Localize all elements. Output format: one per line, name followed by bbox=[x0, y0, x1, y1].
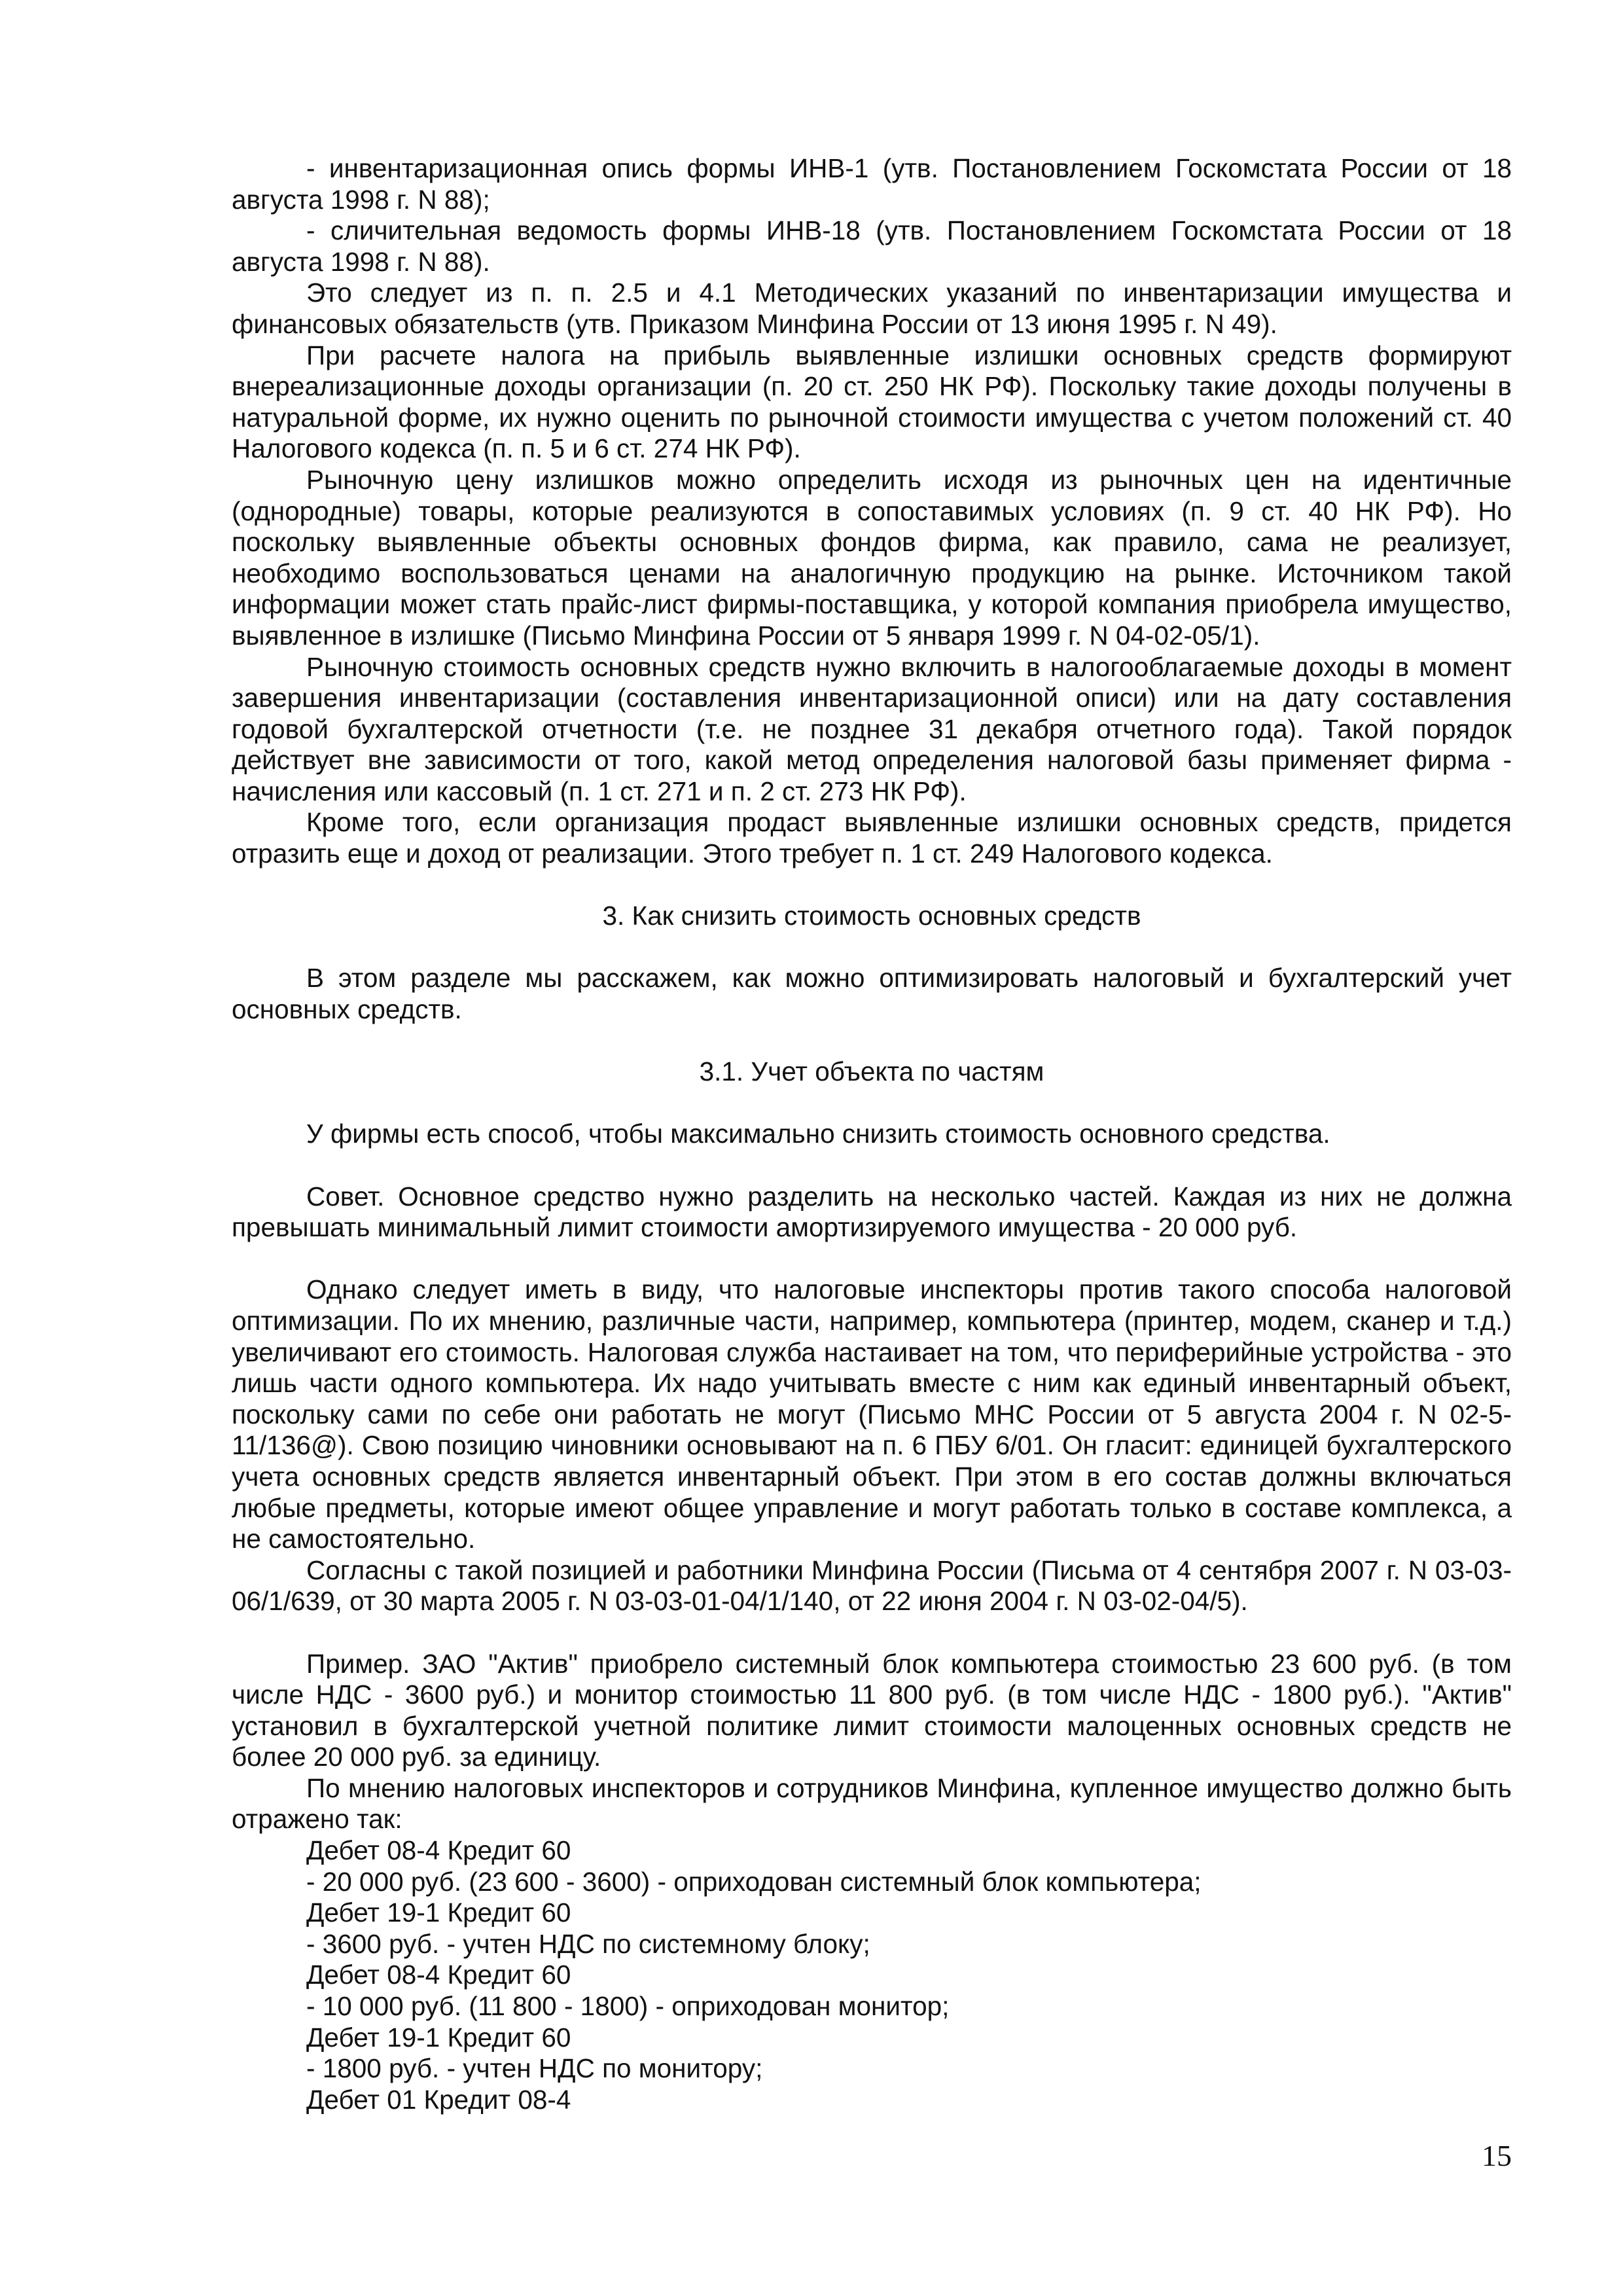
accounting-entry: - 20 000 руб. (23 600 - 3600) - оприходован системный блок компьютера; bbox=[306, 1866, 1202, 1897]
paragraph: - инвентаризационная опись формы ИНВ-1 (утв. Постановлением Госкомстата России от 18 августа 1998 г. N 88); bbox=[232, 153, 1512, 215]
spacer bbox=[232, 1617, 1512, 1649]
spacer bbox=[232, 1026, 1512, 1057]
accounting-entry: Дебет 19-1 Кредит 60 bbox=[306, 1897, 571, 1928]
paragraph: Кроме того, если организация продаст выявленные излишки основных средств, придется отразить еще и доход от реализации. Этого требует п. 1 ст. 249 Налогового кодекса. bbox=[232, 807, 1512, 869]
paragraph: - сличительная ведомость формы ИНВ-18 (утв. Постановлением Госкомстата России от 18 августа 1998 г. N 88). bbox=[232, 215, 1512, 277]
page-number: 15 bbox=[1482, 2139, 1512, 2172]
document-body bbox=[232, 153, 1512, 2115]
paragraph: В этом разделе мы расскажем, как можно оптимизировать налоговый и бухгалтерский учет основных средств. bbox=[232, 963, 1512, 1025]
example-paragraph: Пример. ЗАО "Актив" приобрело системный блок компьютера стоимостью 23 600 руб. (в том числе НДС - 3600 руб.) и монитор стоимостью 11 800 руб. (в том числе НДС - 1800 руб.). "Актив" установил в бухгалтерской учетной политике лимит стоимости малоценных основных средств не более 20 000 руб. за единицу. bbox=[232, 1648, 1512, 1772]
paragraph: По мнению налоговых инспекторов и сотрудников Минфина, купленное имущество должно быть отражено так: bbox=[232, 1772, 1512, 1835]
spacer bbox=[232, 1088, 1512, 1119]
paragraph: Однако следует иметь в виду, что налоговые инспекторы против такого способа налоговой оптимизации. По их мнению, различные части, например, компьютера (принтер, модем, сканер и т.д.) увеличивают его стоимость. Налоговая служба настаивает на том, что периферийные устройства - это лишь части одного компьютера. Их надо учитывать вместе с ним как единый инвентарный объект, поскольку сами по себе они работать не могут (Письмо МНС России от 5 августа 2004 г. N 02-5-11/136@). Свою позицию чиновники основывают на п. 6 ПБУ 6/01. Он гласит: единицей бухгалтерского учета основных средств является инвентарный объект. При этом в его состав должны включаться любые предметы, которые имеют общее управление и могут работать только в составе комплекса, а не самостоятельно. bbox=[232, 1274, 1512, 1554]
accounting-entry: Дебет 19-1 Кредит 60 bbox=[306, 2022, 571, 2053]
accounting-entry: Дебет 01 Кредит 08-4 bbox=[306, 2084, 571, 2115]
spacer bbox=[232, 870, 1512, 901]
spacer bbox=[232, 932, 1512, 963]
paragraph: Рыночную цену излишков можно определить исходя из рыночных цен на идентичные (однородные) товары, которые реализуются в сопоставимых условиях (п. 9 ст. 40 НК РФ). Но поскольку выявленные объекты основных фондов фирма, как правило, сама не реализует, необходимо воспользоваться ценами на аналогичную продукцию на рынке. Источником такой информации может стать прайс-лист фирмы-поставщика, у которой компания приобрела имущество, выявленное в излишке (Письмо Минфина России от 5 января 1999 г. N 04-02-05/1). bbox=[232, 464, 1512, 651]
subsection-heading: 3.1. Учет объекта по частям bbox=[699, 1056, 1044, 1087]
paragraph: Это следует из п. п. 2.5 и 4.1 Методических указаний по инвентаризации имущества и финансовых обязательств (утв. Приказом Минфина России от 13 июня 1995 г. N 49). bbox=[232, 278, 1512, 339]
accounting-entry: Дебет 08-4 Кредит 60 bbox=[306, 1960, 571, 1990]
paragraph: Рыночную стоимость основных средств нужно включить в налогооблагаемые доходы в момент завершения инвентаризации (составления инвентаризационной описи) или на дату составления годовой бухгалтерской отчетности (т.е. не позднее 31 декабря отчетного года). Такой порядок действует вне зависимости от того, какой метод определения налоговой базы применяет фирма - начисления или кассовый (п. 1 ст. 271 и п. 2 ст. 273 НК РФ). bbox=[232, 651, 1512, 806]
accounting-entry: - 3600 руб. - учтен НДС по системному блоку; bbox=[306, 1928, 870, 1959]
advice-paragraph: Совет. Основное средство нужно разделить на несколько частей. Каждая из них не должна превышать минимальный лимит стоимости амортизируемого имущества - 20 000 руб. bbox=[232, 1181, 1512, 1243]
accounting-entry: - 1800 руб. - учтен НДС по монитору; bbox=[306, 2053, 763, 2084]
accounting-entry: Дебет 08-4 Кредит 60 bbox=[306, 1835, 571, 1866]
spacer bbox=[232, 1150, 1512, 1181]
accounting-entry: - 10 000 руб. (11 800 - 1800) - оприходован монитор; bbox=[306, 1991, 950, 2022]
section-heading: 3. Как снизить стоимость основных средств bbox=[602, 901, 1141, 931]
paragraph: Согласны с такой позицией и работники Минфина России (Письма от 4 сентября 2007 г. N 03-03-06/1/639, от 30 марта 2005 г. N 03-03-01-04/1/140, от 22 июня 2004 г. N 03-02-04/5). bbox=[232, 1554, 1512, 1617]
paragraph: При расчете налога на прибыль выявленные излишки основных средств формируют внереализационные доходы организации (п. 20 ст. 250 НК РФ). Поскольку такие доходы получены в натуральной форме, их нужно оценить по рыночной стоимости имущества с учетом положений ст. 40 Налогового кодекса (п. п. 5 и 6 ст. 274 НК РФ). bbox=[232, 340, 1512, 464]
spacer bbox=[232, 1244, 1512, 1275]
paragraph: У фирмы есть способ, чтобы максимально снизить стоимость основного средства. bbox=[306, 1119, 1330, 1149]
